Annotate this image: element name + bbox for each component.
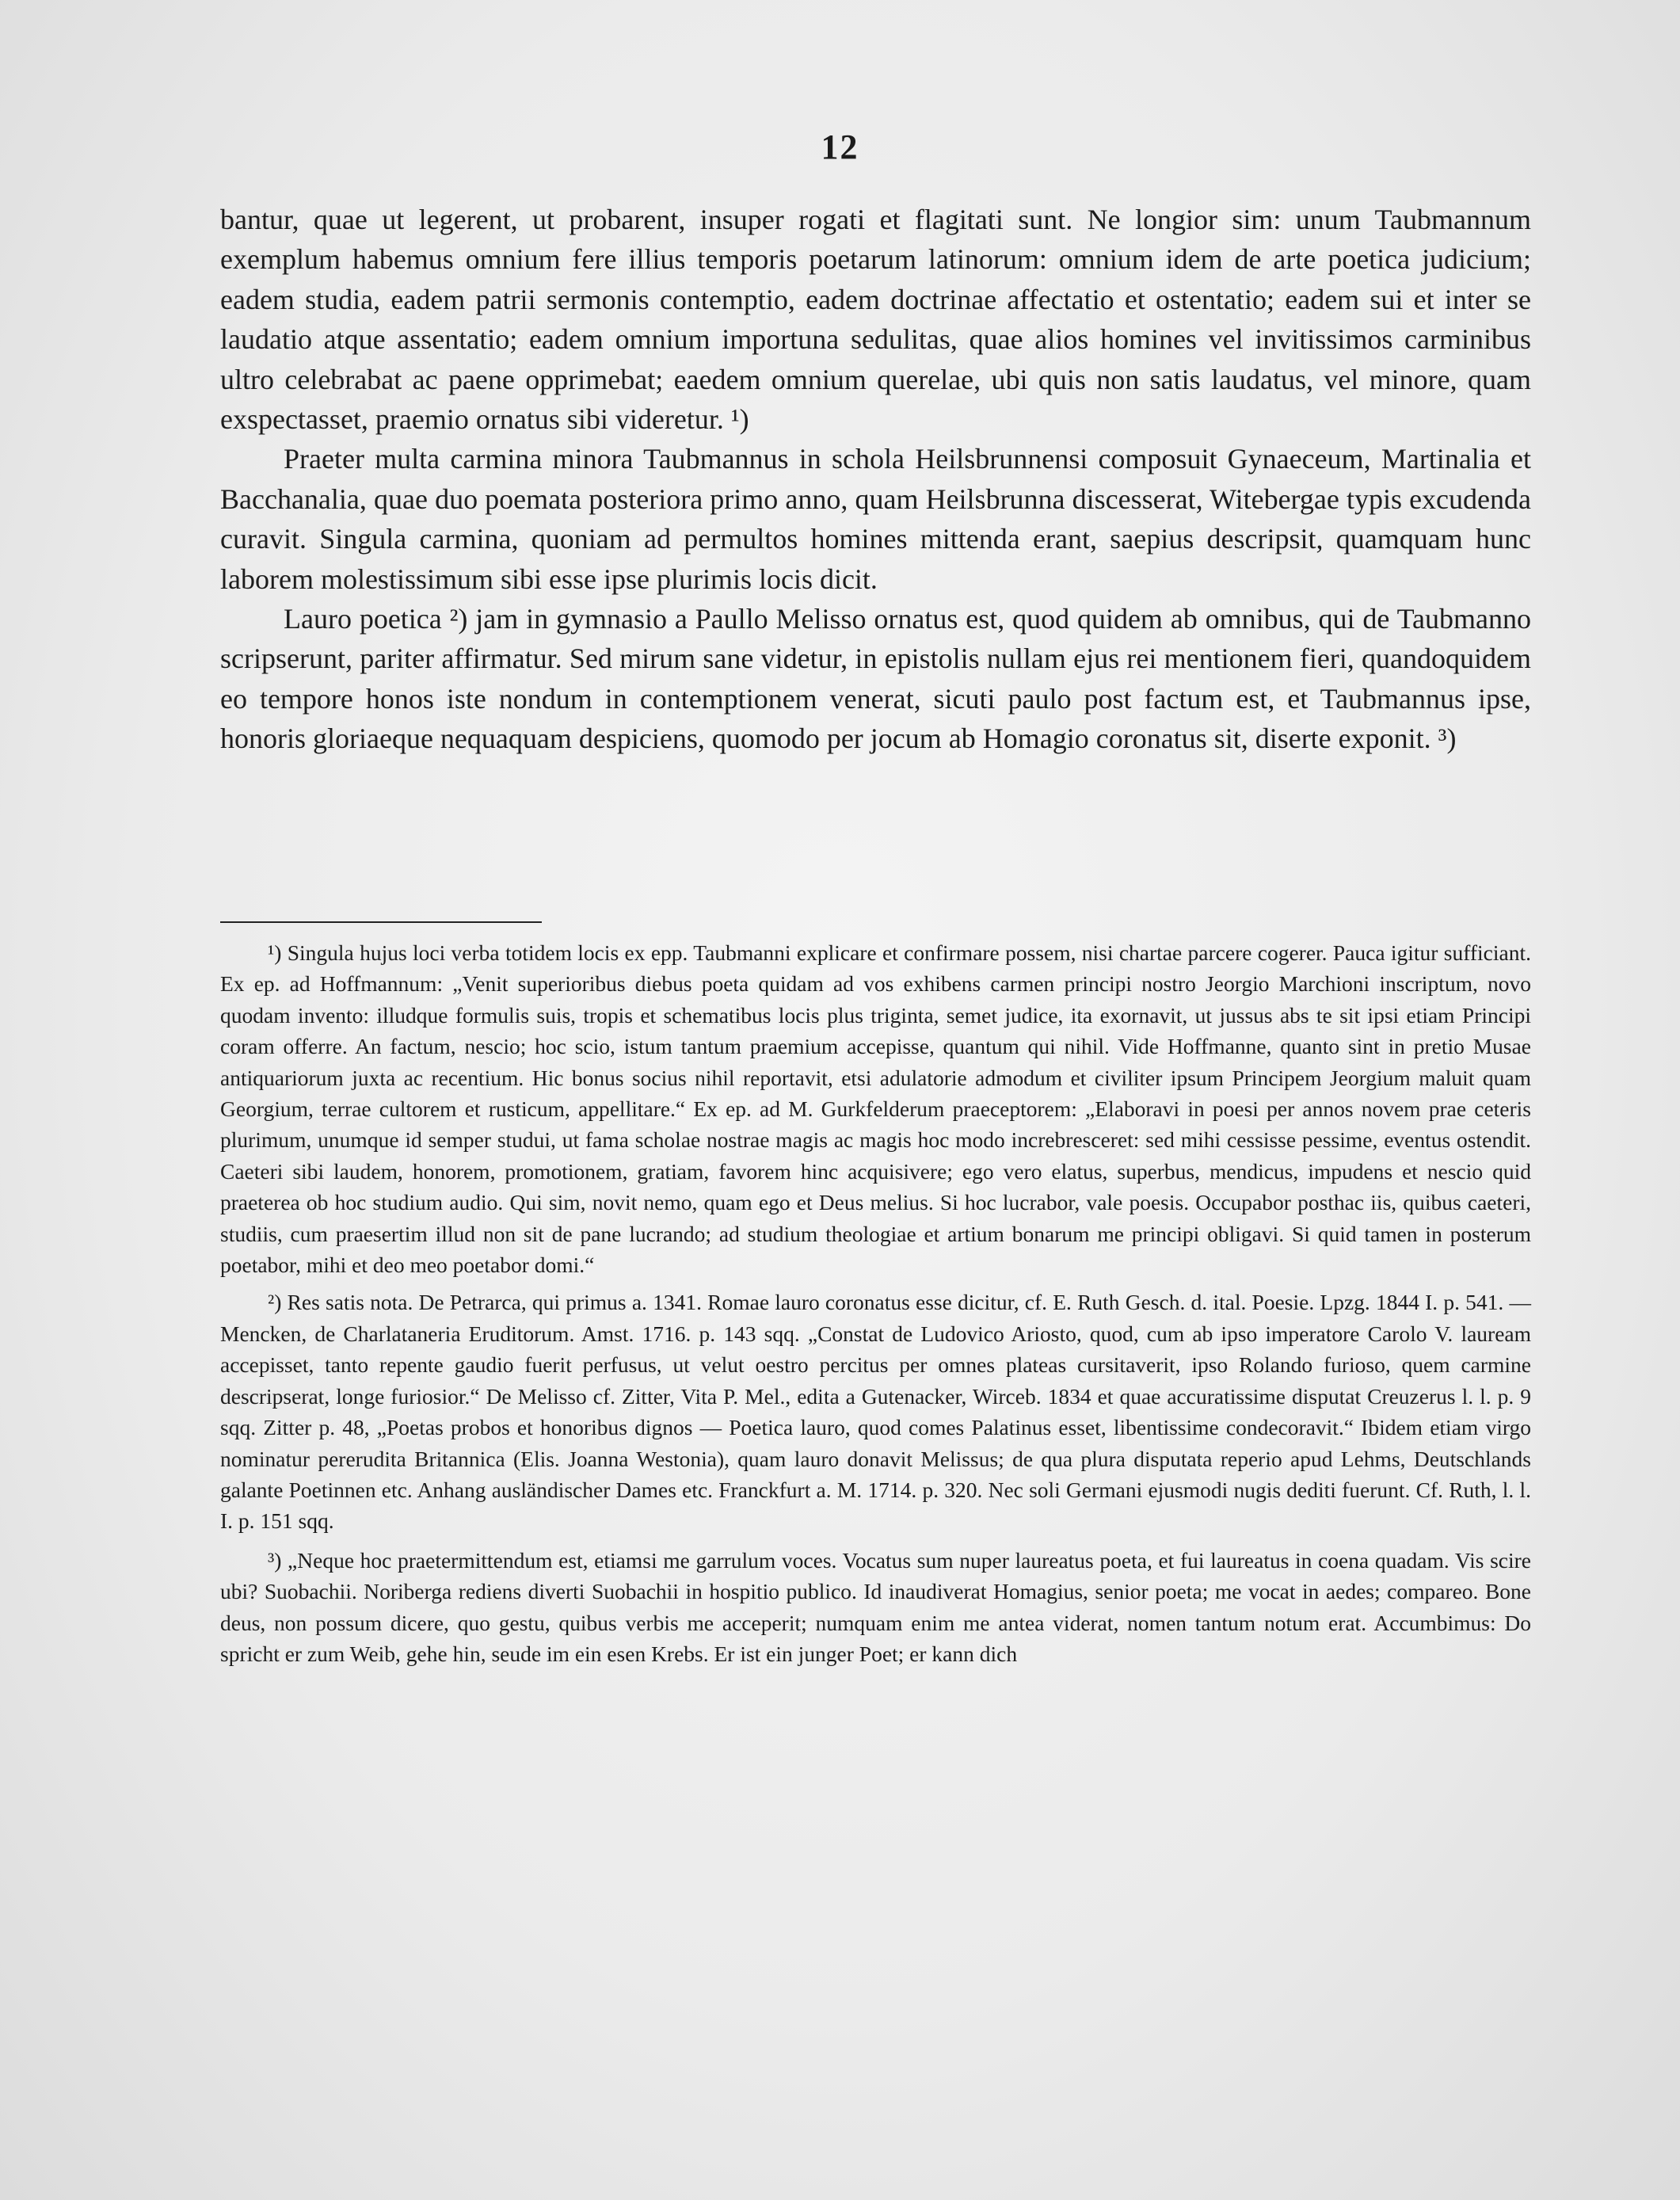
page-number: 12 [821, 128, 859, 166]
footnote-3: ³) „Neque hoc praetermittendum est, etiamsi me garrulum voces. Vocatus sum nuper laureatus poeta, et fui laureatus in coena quadam. Vis scire ubi? Suobachii. Noriberga rediens diverti Suobachii in hospitio publico. Id inaudiverat Homagius, senior poeta; me vocat in aedes; compareo. Bone deus, non possum dicere, quo gestu, quibus verbis me acceperit; numquam enim me antea viderat, nomen tantum notum erat. Accumbimus: Do spricht er zum Weib, gehe hin, seude im ein esen Krebs. Er ist ein junger Poet; er kann dich [220, 1547, 1531, 1666]
main-text [220, 200, 1531, 759]
footnotes [220, 937, 1531, 1676]
paragraph-2: Praeter multa carmina minora Taubmannus in schola Heilsbrunnensi composuit Gynaeceum, Martinalia et Bacchanalia, quae duo poemata posteriora primo anno, quam Heilsbrunna discesserat, Witebergae typis excudenda curavit. Singula carmina, quoniam ad permultos homines mittenda erant, saepius descripsit, quamquam hunc laborem molestissimum sibi esse ipse plurimis locis dicit. [220, 443, 1531, 595]
paragraph-3: Lauro poetica ²) jam in gymnasio a Paullo Melisso ornatus est, quod quidem ab omnibus, qui de Taubmanno scripserunt, pariter affirmatur. Sed mirum sane videtur, in epistolis nullam ejus rei mentionem fieri, quandoquidem eo tempore honos iste nondum in contemptionem venerat, sicuti paulo post factum est, et Taubmannus ipse, honoris gloriaeque nequaquam despiciens, quomodo per jocum ab Homagio coronatus sit, diserte exponit. ³) [220, 603, 1531, 755]
footnote-2: ²) Res satis nota. De Petrarca, qui primus a. 1341. Romae lauro coronatus esse dicitur, cf. E. Ruth Gesch. d. ital. Poesie. Lpzg. 1844 I. p. 541. — Mencken, de Charlataneria Eruditorum. Amst. 1716. p. 143 sqq. „Constat de Ludovico Ariosto, quod, cum ab ipso imperatore Carolo V. lauream accepisset, tanto repente gaudio fuerit perfusus, ut velut oestro percitus per omnes plateas cursitaverit, ipso Rolando furioso, quem carmine descripserat, longe furiosior.“ De Melisso cf. Zitter, Vita P. Mel., edita a Gutenacker, Wirceb. 1834 et quae accuratissime disputat Creuzerus l. l. p. 9 sqq. Zitter p. 48, „Poetas probos et honoribus dignos — Poetica lauro, quod comes Palatinus esset, libentissime condecoravit.“ Ibidem etiam virgo nominatur pereruditа Britannica (Elis. Joanna Westonia), quam lauro donavit Melissus; de qua plura disputata reperio apud Lehms, Deutschlands galante Poetinnen etc. Anhang ausländischer Dames etc. Franckfurt a. M. 1714. p. 320. Nec soli Germani ejusmodi nugis dediti fuerunt. Cf. Ruth, l. l. I. p. 151 sqq. [220, 1290, 1531, 1534]
footnote-1: ¹) Singula hujus loci verba totidem locis ex epp. Taubmanni explicare et confirmare possem, nisi chartae parcere cogerer. Pauca igitur sufficiant. Ex ep. ad Hoffmannum: „Venit superioribus diebus poeta quidam ad vos exhibens carmen principi nostro Jeorgio Marchioni inscriptum, novo quodam invento: illudque formulis suis, tropis et schematibus locis plus triginta, semet judice, ita exornavit, ut jussus abs te sit ipsi etiam Principi coram offerre. An factum, nescio; hoc scio, istum tantum praemium accepisse, quantum qui nihil. Vide Hoffmanne, quanto sint in pretio Musae antiquariorum juxta ac recentium. Hic bonus socius nihil reportavit, etsi adulatorie admodum et civiliter ipsum Principem Jeorgium maluit quam Georgium, terrae cultorem et rusticum, appellitare.“ Ex ep. ad M. Gurkfelderum praeceptorem: „Elaboravi in poesi per annos novem prae ceteris plurimum, unumque id semper studui, ut fama scholae nostrae magis ac magis hoc modo increbresceret: sed mihi cessisse pessime, eventus ostendit. Caeteri sibi laudem, honorem, promotionem, gratiam, favorem hinc acquisivere; ego vero elatus, superbus, mendicus, impudens et nescio quid praeterea ob hoc studium audio. Qui sim, novit nemo, quam ego et Deus melius. Si hoc lucrabor, vale poesis. Occupabor posthac iis, quibus caeteri, studiis, cum praesertim illud non sit de pane lucrando; ad studium theologiae et artium bonarum me principi obligavi. Si quid tamen in posterum poetabor, mihi et deo meo poetabor domi.“ [220, 940, 1531, 1278]
paragraph-1: bantur, quae ut legerent, ut probarent, insuper rogati et flagitati sunt. Ne longior sim: unum Taubmannum exemplum habemus omnium fere illius temporis poetarum latinorum: omnium idem de arte poetica judicium; eadem studia, eadem patrii sermonis contemptio, eadem doctrinae affectatio et ostentatio; eadem sui et inter se laudatio atque assentatio; eadem omnium importuna sedulitas, quae alios homines vel invitissimos carminibus ultro celebrabat ac paene opprimebat; eaedem omnium querelae, ubi quis non satis laudatus, vel minore, quam exspectasset, praemio ornatus sibi videretur. ¹) [220, 204, 1531, 436]
footnote-divider [220, 921, 542, 923]
